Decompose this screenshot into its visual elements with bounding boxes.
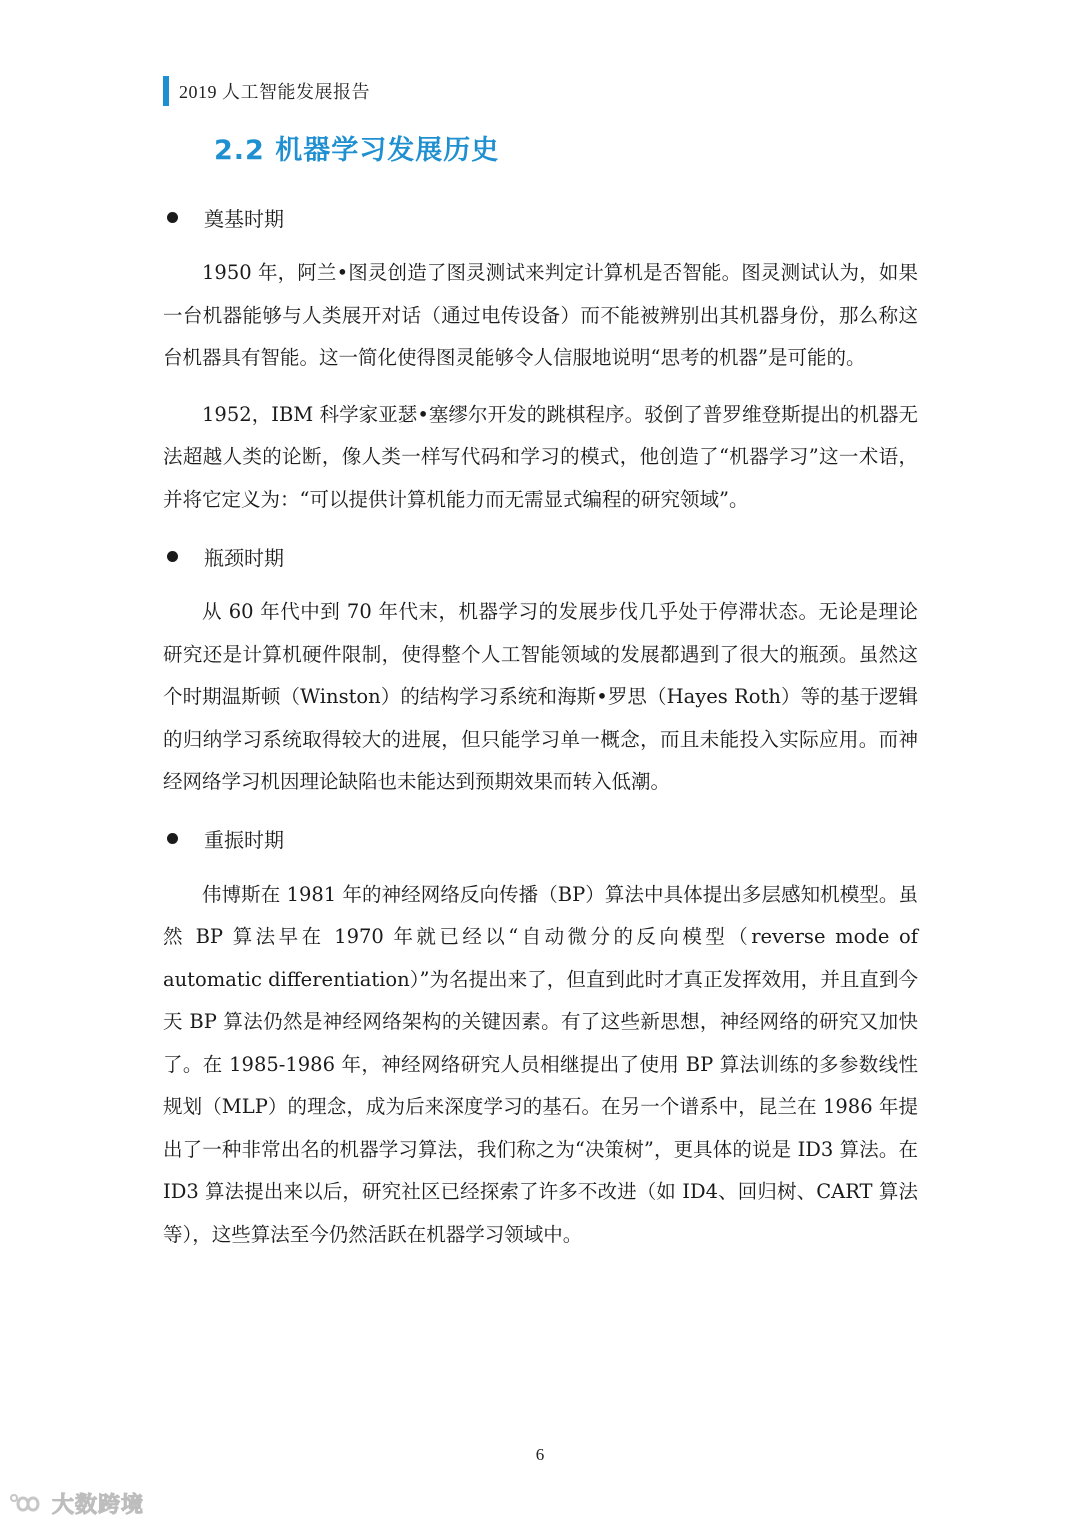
section-heading-label: 重振时期 [204,828,284,852]
section-heading-label: 瓶颈时期 [204,545,284,570]
paragraph: 1950 年，阿兰•图灵创造了图灵测试来判定计算机是否智能。图灵测试认为，如果一台机器能够与人类展开对话（通过电传设备）而不能被辨别出其机器身份，那么称这台机器具有智能。这一简化使得图灵能够令人信服地说明“思考的机器”是可能的。 [163,261,918,369]
loop-logo-icon [8,1491,48,1517]
paragraph: 伟博斯在 1981 年的神经网络反向传播（BP）算法中具体提出多层感知机模型。虽然 BP 算法早在 1970 年就已经以“自动微分的反向模型（reverse mode of automatic differentiation）”为名提出来了，但直到此时才真正发挥效用，并且直到今天 BP 算法仍然是神经网络架构的关键因素。有了这些新思想，神经网络的研究又加快了。在 1985-1986 年，神经网络研究人员相继提出了使用 BP 算法训练的多参数线性规划（MLP）的理念，成为后来深度学习的基石。在另一个谱系中，昆兰在 1986 年提出了一种非常出名的机器学习算法，我们称之为“决策树”，更具体的说是 ID3 算法。在 ID3 算法提出来以后，研究社区已经探索了许多不改进（如 ID4、回归树、CART 算法等），这些算法至今仍然活跃在机器学习领域中。 [163,882,918,1246]
paragraph: 从 60 年代中到 70 年代末，机器学习的发展步伐几乎处于停滞状态。无论是理论研究还是计算机硬件限制，使得整个人工智能领域的发展都遇到了很大的瓶颈。虽然这个时期温斯顿（Winston）的结构学习系统和海斯•罗思（Hayes Roth）等的基于逻辑的归纳学习系统取得较大的进展，但只能学习单一概念，而且未能投入实际应用。而神经网络学习机因理论缺陷也未能达到预期效果而转入低潮。 [163,600,918,793]
page-number: 6 [535,1445,545,1464]
section-heading-bottleneck [163,535,918,577]
bullet-icon [167,212,178,223]
section-heading-revival [163,818,918,860]
section-heading-foundation [163,196,918,238]
bullet-icon [167,833,178,844]
section-heading-label: 奠基时期 [204,206,284,231]
paragraph: 1952，IBM 科学家亚瑟•塞缪尔开发的跳棋程序。驳倒了普罗维登斯提出的机器无法超越人类的论断，像人类一样写代码和学习的模式，他创造了“机器学习”这一术语，并将它定义为：“可以提供计算机能力而无需显式编程的研究领域”。 [163,402,918,511]
bullet-icon [167,551,178,562]
watermark [8,1488,144,1519]
document-body [163,196,918,1256]
section-title: 2.2 机器学习发展历史 [214,135,500,166]
watermark-text: 大数跨境 [52,1493,145,1518]
report-title: 2019 人工智能发展报告 [179,82,370,102]
page-header [163,76,370,106]
header-accent-bar [163,76,169,106]
